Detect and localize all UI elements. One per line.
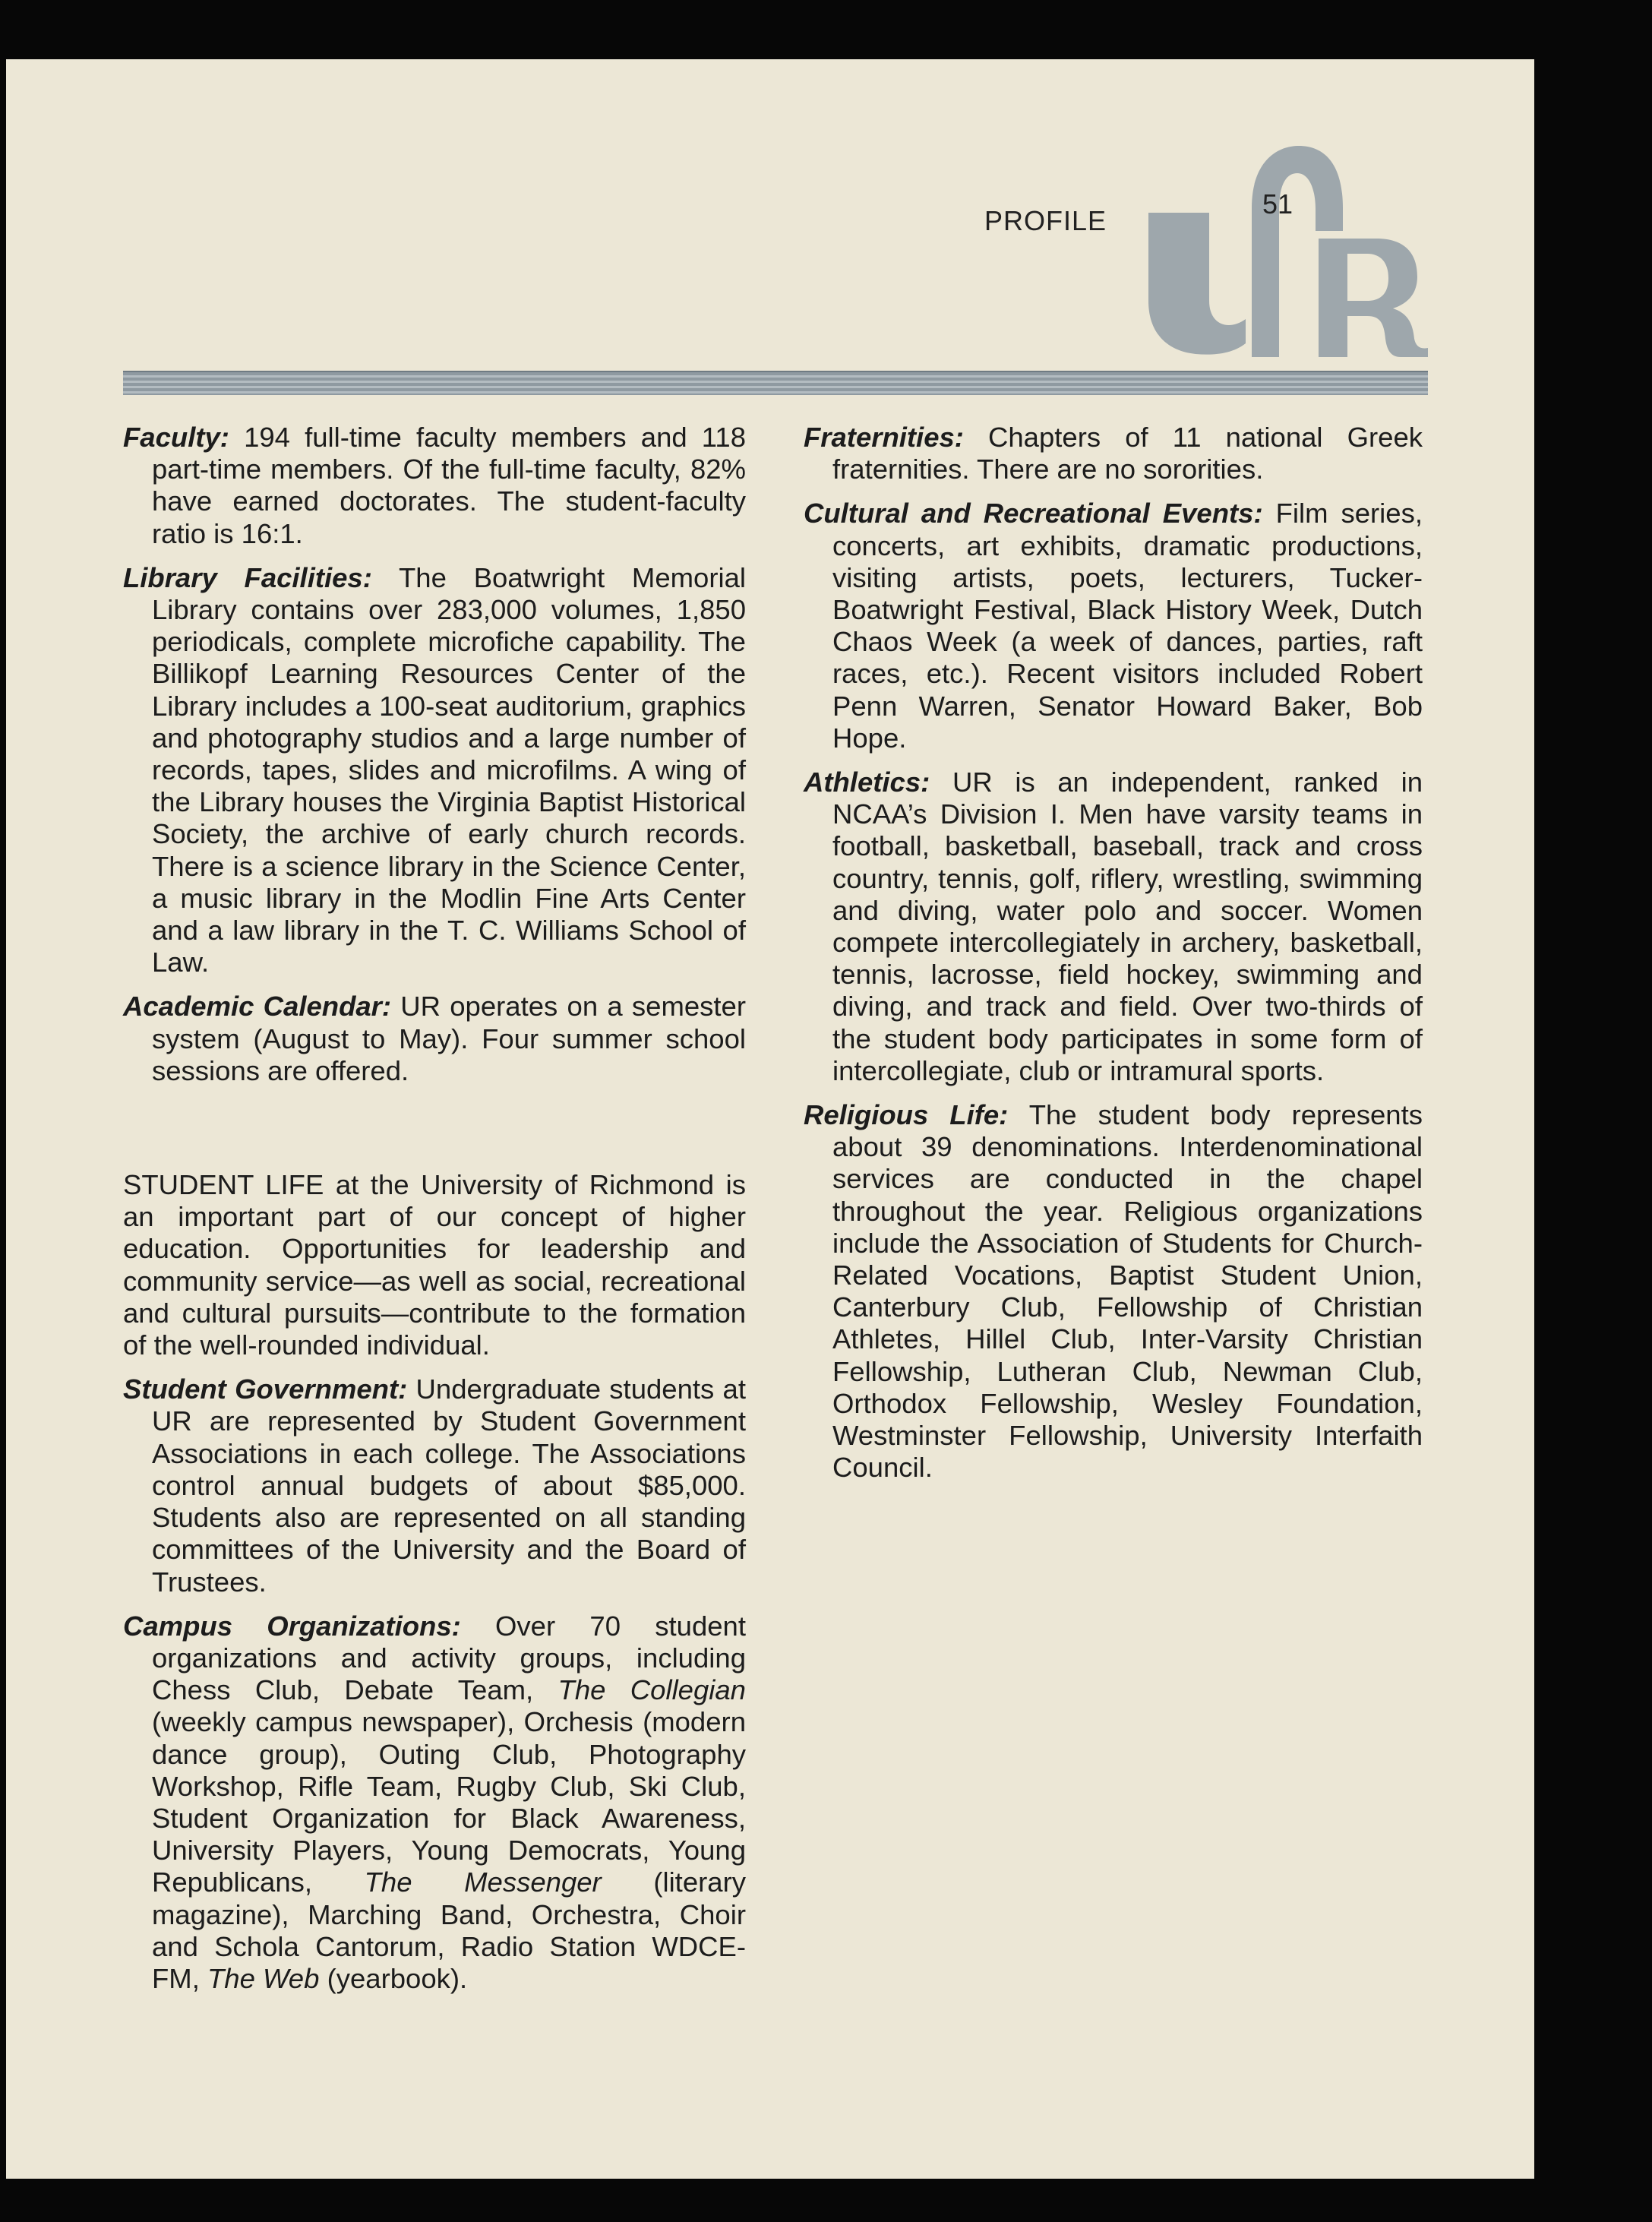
- entry-text: (yearbook).: [319, 1962, 468, 1994]
- entry-text: Chapters of 11 national Greek fraternities. There are no sororities.: [832, 422, 1423, 485]
- entry-text: Undergraduate students at UR are represented by Student Government Associations in each college. The Associations control annual budgets of about $85,000. Students also are represented on all standing committees of the University and the Board of Trustees.: [152, 1373, 746, 1598]
- organizations-entry: [123, 1610, 746, 1995]
- entry-term: Academic Calendar:: [123, 991, 392, 1022]
- faculty-entry: [123, 422, 746, 550]
- entry-term: Library Facilities:: [123, 561, 372, 593]
- entry-text: Film series, concerts, art exhibits, dramatic productions, visiting artists, poets, lecturers, Tucker-Boatwright Festival, Black History Week, Dutch Chaos Week (a week of dances, parties, raft races, etc.). Recent visitors included Robert Penn Warren, Senator Howard Baker, Bob Hope.: [832, 498, 1423, 754]
- entry-term: Cultural and Recreational Events:: [804, 498, 1263, 529]
- page-number: 51: [1262, 188, 1293, 220]
- entry-text: UR is an independent, ranked in NCAA’s Division I. Men have varsity teams in football, basketball, baseball, track and cross country, tennis, golf, riflery, wrestling, swimming and diving, water polo and soccer. Women compete intercollegiately in archery, basketball, tennis, lacrosse, field hockey, swimming and diving, and track and field. Over two-thirds of the student body participates in some form of intercollegiate, club or intramural sports.: [832, 766, 1423, 1086]
- left-column: [123, 422, 746, 2007]
- calendar-entry: [123, 991, 746, 1087]
- entry-term: Fraternities:: [804, 422, 964, 453]
- events-entry: [804, 498, 1423, 754]
- entry-term: Student Government:: [123, 1373, 408, 1405]
- header-rule: [123, 371, 1428, 395]
- entry-text: 194 full-time faculty members and 118 part-time members. Of the full-time faculty, 82% have earned doctorates. The student-faculty ratio is 16:1.: [152, 422, 746, 549]
- government-entry: [123, 1373, 746, 1598]
- publication-title: The Messenger: [364, 1866, 602, 1898]
- entry-text: The student body represents about 39 denominations. Interdenominational services are conducted in the chapel throughout the year. Religious organizations include the Association of Students for Church-Related Vocations, Baptist Student Union, Canterbury Club, Fellowship of Christian Athletes, Hillel Club, Inter-Varsity Christian Fellowship, Lutheran Club, Newman Club, Orthodox Fellowship, Wesley Foundation, Westminster Fellowship, University Interfaith Council.: [832, 1099, 1423, 1484]
- right-column: [804, 422, 1423, 1497]
- entry-term: Faculty:: [123, 422, 229, 453]
- publication-title: The Web: [207, 1962, 320, 1994]
- entry-text: Over 70 student organizations and activity groups, including Chess Club, Debate Team,: [152, 1610, 746, 1706]
- library-entry: [123, 562, 746, 979]
- entry-text: UR operates on a semester system (August to May). Four summer school sessions are offered.: [152, 991, 746, 1086]
- student-life-intro: STUDENT LIFE at the University of Richmond is an important part of our concept of higher education. Opportunities for leadership and community service—as well as social, recreational and cultural pursuits—contribute to the formation of the well-rounded individual.: [123, 1169, 746, 1361]
- entry-text: The Boatwright Memorial Library contains over 283,000 volumes, 1,850 periodicals, complete microfiche capability. The Billikopf Learning Resources Center of the Library includes a 100-seat auditorium, graphics and photography studios and a large number of records, tapes, slides and microfilms. A wing of the Library houses the Virginia Baptist Historical Society, the archive of early church records. There is a science library in the Science Center, a music library in the Modlin Fine Arts Center and a law library in the T. C. Williams School of Law.: [152, 561, 746, 978]
- entry-text: (literary magazine), Marching Band, Orchestra, Choir and Schola Cantorum, Radio Station WDCE-FM,: [152, 1866, 746, 1994]
- entry-term: Religious Life:: [804, 1099, 1009, 1131]
- athletics-entry: [804, 766, 1423, 1087]
- religious-entry: [804, 1099, 1423, 1484]
- entry-text: (weekly campus newspaper), Orchesis (modern dance group), Outing Club, Photography Workshop, Rifle Team, Rugby Club, Ski Club, Student Organization for Black Awareness, University Players, Young Democrats, Young Republicans,: [152, 1706, 746, 1898]
- section-label: PROFILE: [984, 205, 1107, 236]
- entry-term: Campus Organizations:: [123, 1610, 461, 1642]
- entry-term: Athletics:: [804, 766, 930, 798]
- fraternities-entry: [804, 422, 1423, 485]
- publication-title: The Collegian: [558, 1674, 746, 1706]
- ur-logo: [1139, 140, 1436, 360]
